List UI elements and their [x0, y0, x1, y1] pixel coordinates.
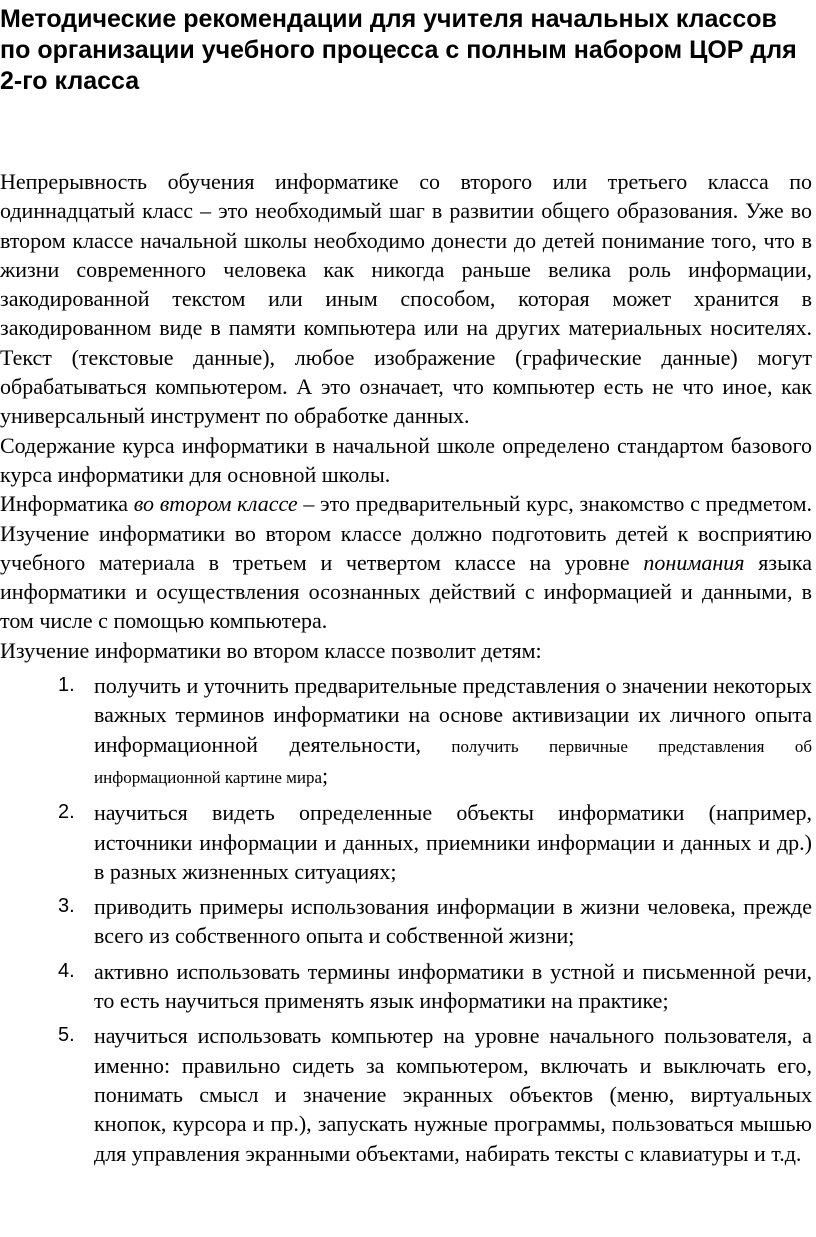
- list-item-number: 5.: [58, 1024, 75, 1047]
- paragraph-continuity: Непрерывность обучения информатике со второго или третьего класса по одиннадцатый класс – это необходимый шаг в развитии общего образования. Уже во втором классе начальной школы необходимо донести до детей понимание того, что в жизни современного человека как никогда раньше велика роль информации, закодированной текстом или иным способом, которая может хранится в закодированном виде в памяти компьютера или на других материальных носителях. Текст (текстовые данные), любое изображение (графические данные) могут обрабатываться компьютером. А это означает, что компьютер есть не что иное, как универсальный инструмент по обработке данных.: [0, 169, 812, 429]
- emphasis-understanding: понимания: [643, 549, 745, 575]
- list-item-text: приводить примеры использования информации в жизни человека, прежде всего из собственного опыта и собственной жизни;: [94, 894, 812, 949]
- list-item-number: 2.: [58, 801, 75, 824]
- list-item: [0, 892, 812, 951]
- list-item-text: получить и уточнить предварительные представления о значении некоторых важных терминов информатики на основе активизации их личного опыта информационной деятельности,: [94, 673, 812, 757]
- paragraph-list-intro: Изучение информатики во втором классе позволит детям:: [0, 637, 542, 663]
- list-item-text: активно использовать термины информатики в устной и письменной речи, то есть научиться применять язык информатики на практике;: [94, 958, 812, 1014]
- list-item-number: 1.: [58, 674, 75, 697]
- list-item: [0, 798, 812, 886]
- paragraph-second-grade-part1: Информатика: [0, 491, 134, 517]
- list-item-text: научиться использовать компьютер на уровне начального пользователя, а именно: правильно сидеть за компьютером, включать и выключать его, понимать смысл и значение экранных объектов (меню, виртуальных кнопок, курсора и пр.), запускать нужные программы, пользоваться мышью для управления экранными объектами, набирать тексты с клавиатуры и т.д.: [94, 1023, 812, 1166]
- list-item-end: ;: [322, 762, 329, 788]
- document-title: Методические рекомендации для учителя начальных классов по организации учебного процесса с полным набором ЦОР для 2-го класса: [0, 5, 797, 95]
- emphasis-second-grade: во втором классе: [133, 491, 298, 517]
- paragraph-second-grade: [0, 489, 812, 635]
- paragraph-second-grade-part3: языка информатики и осуществления осознанных действий с информацией и данными, в том числе с помощью компьютера.: [0, 549, 812, 634]
- paragraph-course-content: Содержание курса информатики в начальной школе определено стандартом базового курса информатики для основной школы.: [0, 432, 812, 487]
- list-item: [0, 957, 812, 1016]
- list-item-number: 4.: [58, 959, 75, 982]
- list-item: [0, 1021, 812, 1167]
- list-item: [0, 671, 812, 792]
- list-item-number: 3.: [58, 895, 75, 918]
- document-body: [0, 167, 812, 1168]
- goals-list: [0, 671, 812, 1168]
- list-item-small-text: получить первичные представления об информационной картине мира: [94, 736, 812, 787]
- list-item-text: научиться видеть определенные объекты информатики (например, источники информации и данных, приемники информации и данных и др.) в разных жизненных ситуациях;: [94, 800, 812, 884]
- paragraph-second-grade-part2: – это предварительный курс, знакомство с предметом. Изучение информатики во втором классе должно подготовить детей к восприятию учебного материала в третьем и четвертом классе на уровне: [0, 491, 813, 575]
